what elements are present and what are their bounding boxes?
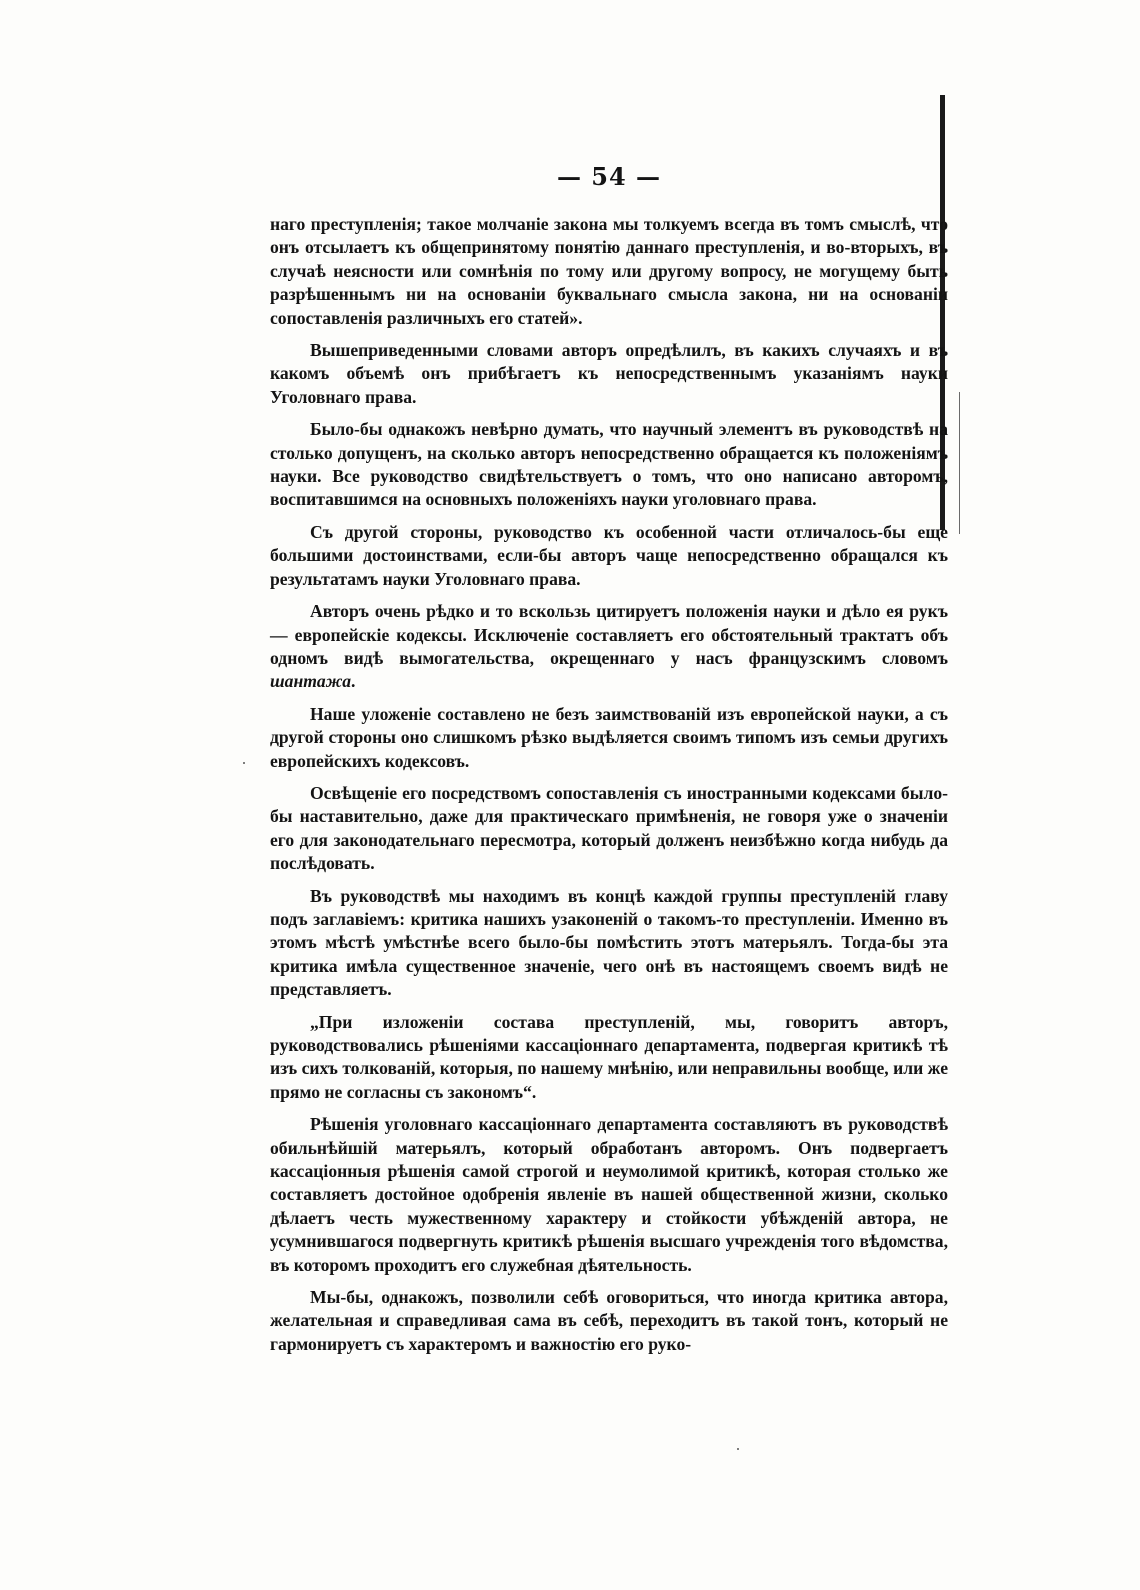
body-text (270, 213, 948, 1365)
paragraph: „При изложеніи состава преступленій, мы, говоритъ авторъ, руководствовались рѣшеніями кассаціоннаго департамента, подвергая критикѣ тѣ изъ сихъ толкованій, которыя, по нашему мнѣнію, или неправильны вообще, или же прямо не согласны съ закономъ“. (270, 1011, 948, 1102)
paragraph: Было-бы однакожъ невѣрно думать, что научный элементъ въ руководствѣ на столько допущенъ, на сколько авторъ непосредственно обращается къ положеніямъ науки. Все руководство свидѣтельствуетъ о томъ, что оно написано авторомъ, воспитавшимся на основныхъ положеніяхъ науки уголовнаго права. (270, 419, 948, 510)
page-number: — 54 — (556, 162, 662, 191)
margin-rule-thin (959, 392, 960, 534)
scan-speck (737, 1448, 739, 1450)
scan-speck (243, 762, 245, 764)
paragraph: Рѣшенія уголовнаго кассаціоннаго департамента составляютъ въ руководствѣ обильнѣйшій матерьялъ, который обработанъ авторомъ. Онъ подвергаетъ кассаціонныя рѣшенія самой строгой и неумолимой критикѣ, которая столько же составляетъ достойное одобренія явленіе въ нашей общественной жизни, сколько дѣлаетъ честь мужественному характеру и стойкости убѣжденій автора, не усумнившагося подвергнуть критикѣ рѣшенія высшаго учрежденія того вѣдомства, въ которомъ проходитъ его служебная дѣятельность. (270, 1114, 948, 1275)
paragraph: Авторъ очень рѣдко и то вскользь цитируетъ положенія науки и дѣло ея рукъ — европейскіе кодексы. Исключеніе составляетъ его обстоятельный трактатъ объ одномъ видѣ вымогательства, окрещеннаго у насъ французскимъ словомъ шантажа. (270, 601, 948, 692)
paragraph: Мы-бы, однакожъ, позволили себѣ оговориться, что иногда критика автора, желательная и справедливая сама въ себѣ, переходитъ въ такой тонъ, который не гармонируетъ съ характеромъ и важностію его руко- (270, 1287, 948, 1354)
paragraph: наго преступленія; такое молчаніе закона мы толкуемъ всегда въ томъ смыслѣ, что онъ отсылаетъ къ общепринятому понятію даннаго преступленія, и во-вторыхъ, въ случаѣ неясности или сомнѣнія по тому или другому вопросу, не могущему быть разрѣшеннымъ ни на основаніи буквальнаго смысла закона, ни на основаніи сопоставленія различныхъ его статей». (270, 214, 948, 328)
paragraph: Наше уложеніе составлено не безъ заимствованій изъ европейской науки, а съ другой стороны оно слишкомъ рѣзко выдѣляется своимъ типомъ изъ семьи другихъ европейскихъ кодексовъ. (270, 703, 948, 771)
paragraph: Съ другой стороны, руководство къ особенной части отличалось-бы еще большими достоинствами, если-бы авторъ чаще непосредственно обращался къ результатамъ науки Уголовнаго права. (270, 521, 948, 589)
paragraph: Вышеприведенными словами авторъ опредѣлилъ, въ какихъ случаяхъ и въ какомъ объемѣ онъ прибѣгаетъ къ непосредственнымъ указаніямъ науки Уголовнаго права. (270, 340, 948, 407)
italic-term: шантажа (270, 671, 352, 692)
paragraph: Въ руководствѣ мы находимъ въ концѣ каждой группы преступленій главу подъ заглавіемъ: критика нашихъ узаконеній о такомъ-то преступленіи. Именно въ этомъ мѣстѣ умѣстнѣе всего было-бы помѣстить этотъ матерьялъ. Тогда-бы эта критика имѣла существенное значеніе, чего онѣ въ настоящемъ своемъ видѣ не представляетъ. (270, 885, 948, 1000)
paragraph: Освѣщеніе его посредствомъ сопоставленія съ иностранными кодексами было-бы наставительно, даже для практическаго примѣненія, не говоря уже о значеніи его для законодательнаго пересмотра, который долженъ неизбѣжно когда нибудь да послѣдовать. (270, 782, 948, 874)
